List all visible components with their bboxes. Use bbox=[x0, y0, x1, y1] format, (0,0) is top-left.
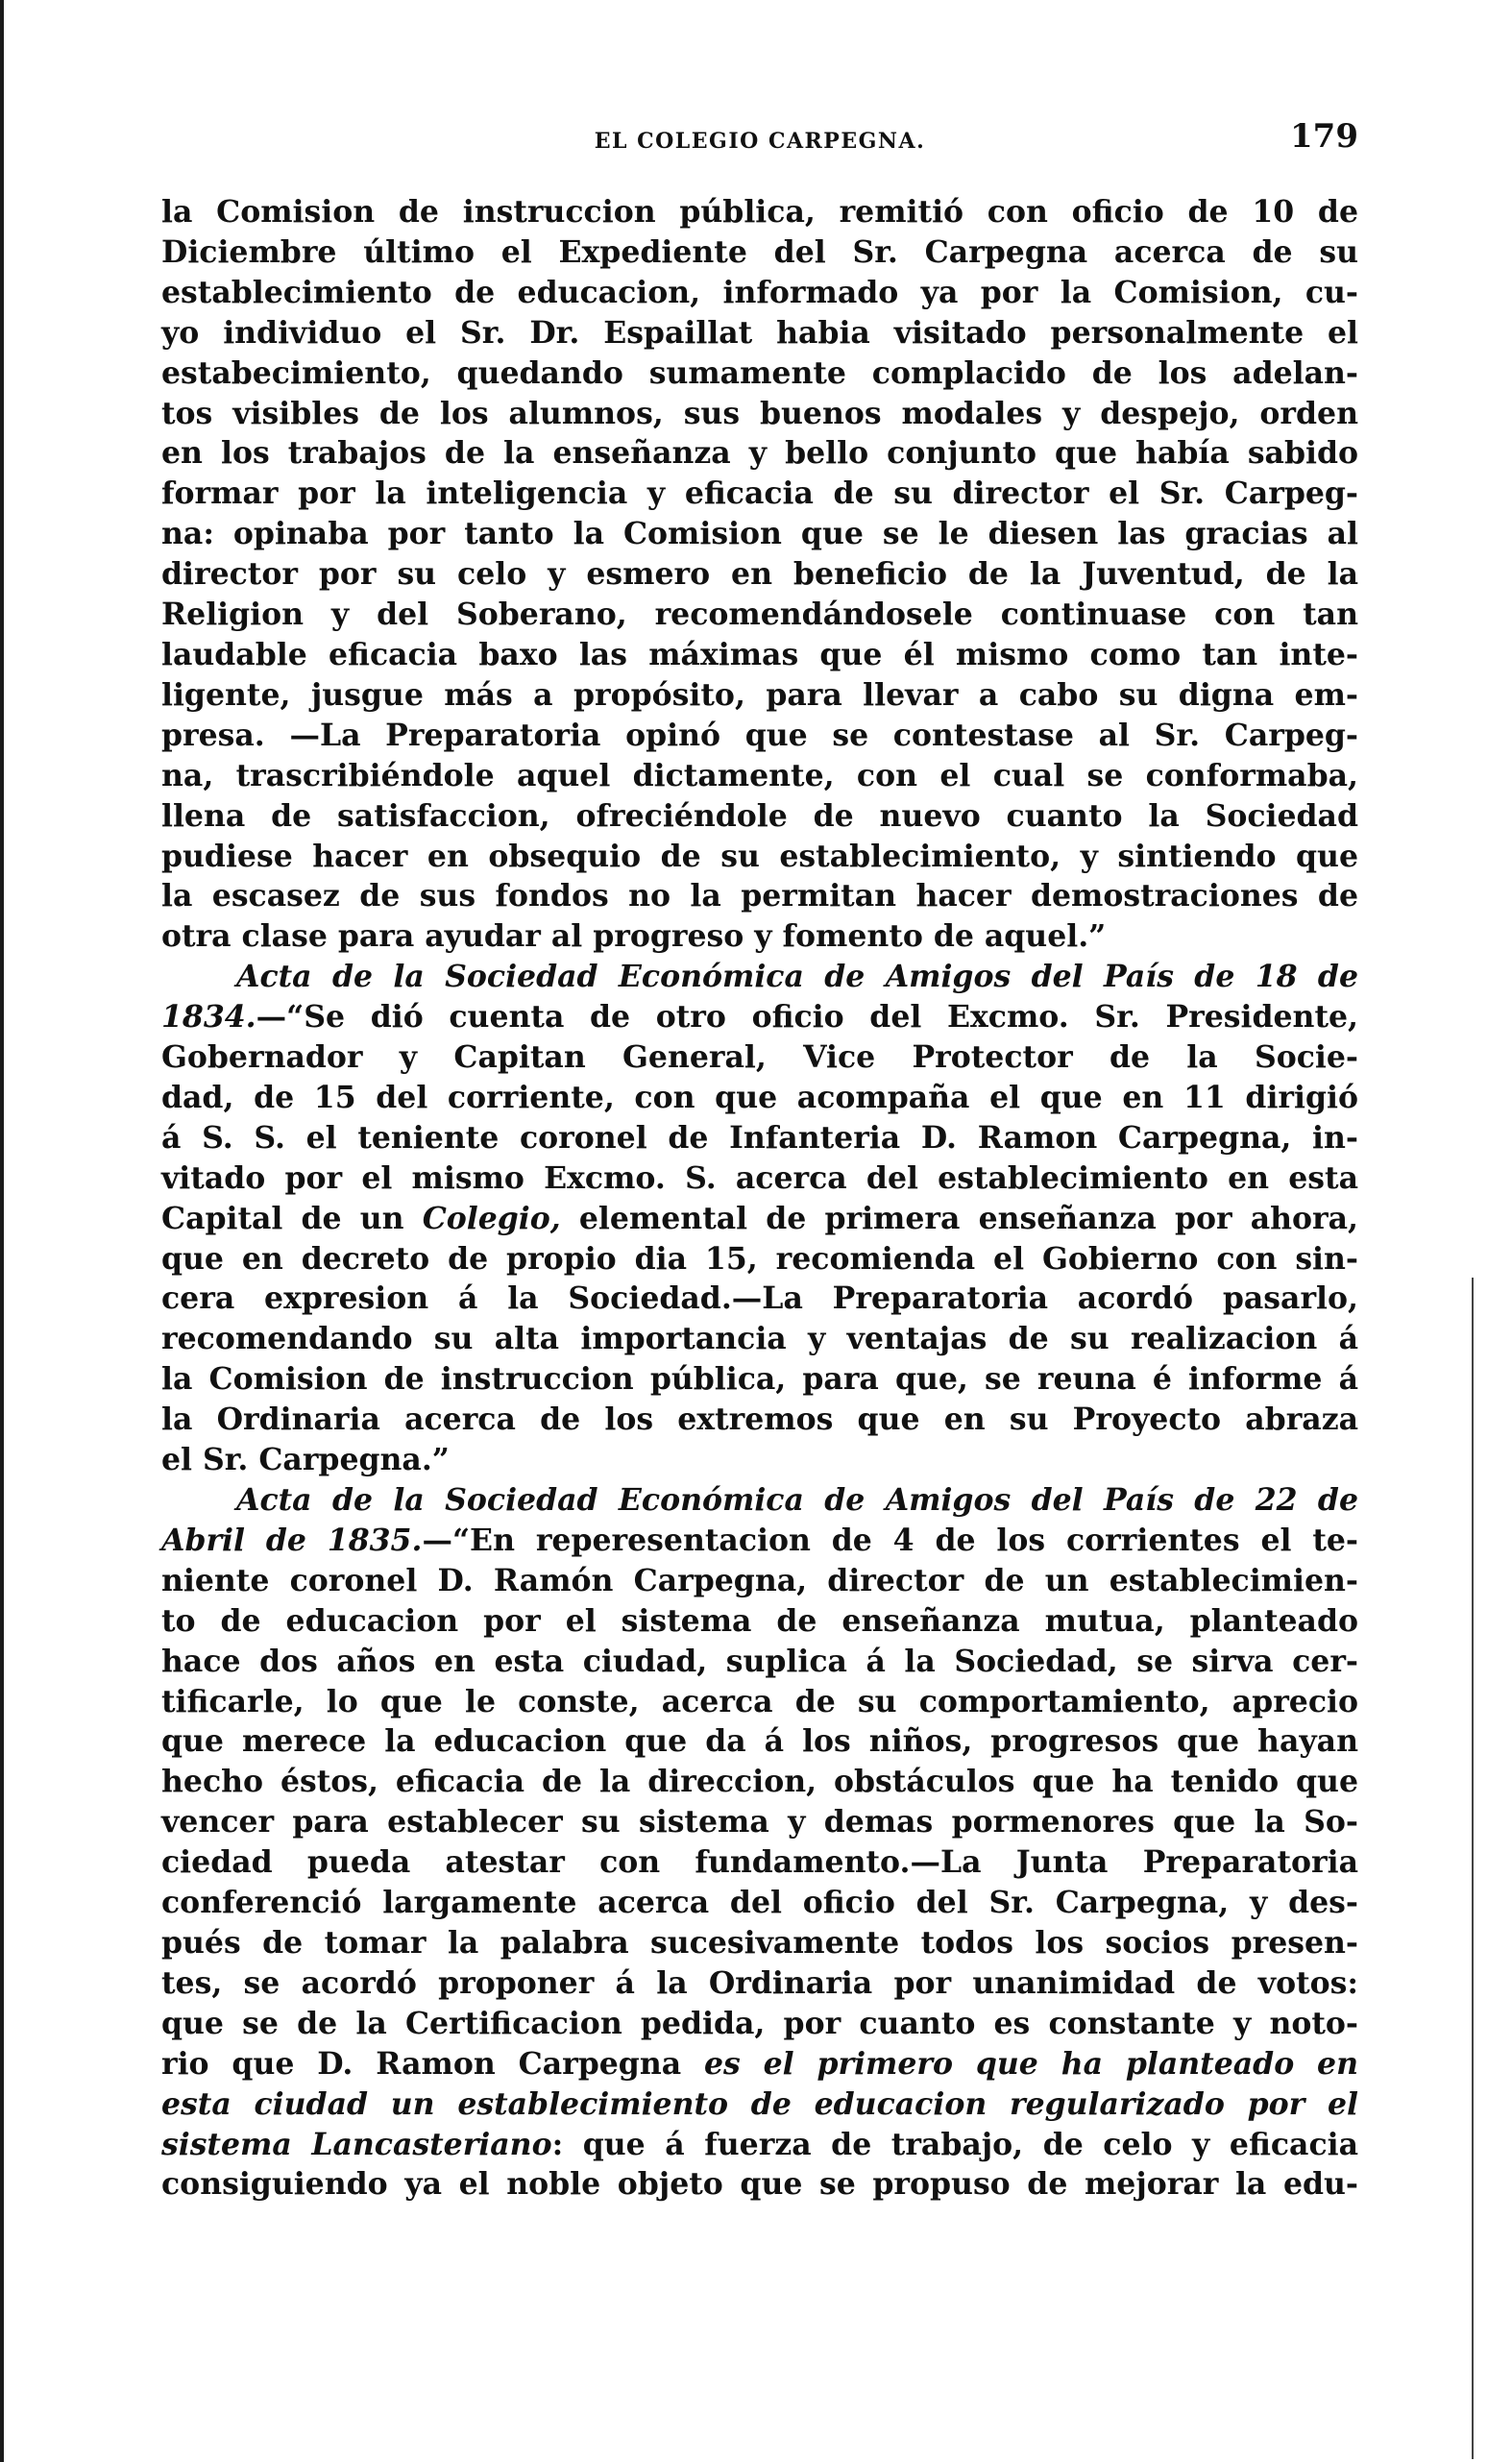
line-text: á S. S. el teniente coronel de Infanteria D. Ramon Carpegna, in- bbox=[161, 1119, 1358, 1156]
text-line bbox=[161, 1963, 1358, 2004]
line-text: na: opinaba por tanto la Comision que se le diesen las gracias al bbox=[161, 516, 1358, 552]
text-line bbox=[161, 2164, 1358, 2205]
text-line bbox=[161, 192, 1358, 232]
text-line bbox=[161, 394, 1358, 434]
text-line bbox=[161, 1319, 1358, 1359]
line-text: estabecimiento, quedando sumamente complacido de los adelan- bbox=[161, 354, 1358, 391]
line-text: elemental de primera enseñanza por ahora, bbox=[560, 1200, 1359, 1236]
line-text: —“Se dió cuenta de otro oficio del Excmo. Sr. Presidente, bbox=[256, 999, 1358, 1036]
line-text: director por su celo y esmero en beneficio de la Juventud, de la bbox=[161, 556, 1358, 593]
scan-left-edge bbox=[0, 0, 4, 2462]
line-text: que se de la Certificacion pedida, por cuanto es constante y noto- bbox=[161, 2005, 1358, 2041]
line-text: recomendando su alta importancia y ventajas de su realizacion á bbox=[161, 1321, 1358, 1357]
line-text: ligente, jusgue más a propósito, para llevar a cabo su digna em- bbox=[161, 676, 1358, 713]
text-line bbox=[161, 595, 1358, 635]
text-line bbox=[161, 1721, 1358, 1762]
line-text: la Comision de instruccion pública, para que, se reuna é informe á bbox=[161, 1361, 1358, 1398]
text-line bbox=[161, 1762, 1358, 1802]
text-line bbox=[161, 635, 1358, 675]
text-line bbox=[161, 273, 1358, 313]
text-line bbox=[161, 1078, 1358, 1118]
text-line bbox=[161, 2004, 1358, 2044]
text-line bbox=[161, 1802, 1358, 1842]
text-line bbox=[161, 675, 1358, 716]
text-line bbox=[161, 2084, 1358, 2125]
italic-text: 1834. bbox=[161, 999, 256, 1036]
text-line bbox=[161, 997, 1358, 1037]
text-line bbox=[161, 1199, 1358, 1239]
line-text: Capital de un bbox=[161, 1200, 423, 1236]
line-text: —“En reperesentacion de 4 de los corrientes el te- bbox=[422, 1522, 1358, 1558]
line-text: rio que D. Ramon Carpegna bbox=[161, 2045, 704, 2082]
text-line bbox=[161, 1239, 1358, 1280]
text-line bbox=[161, 1480, 1358, 1521]
text-line bbox=[161, 1359, 1358, 1400]
italic-text: Acta de la Sociedad Económica de Amigos del País de 22 de bbox=[236, 1482, 1358, 1518]
italic-text: esta ciudad un establecimiento de educacion regularizado por el bbox=[161, 2085, 1358, 2122]
line-text: dad, de 15 del corriente, con que acompaña el que en 11 dirigió bbox=[161, 1079, 1358, 1115]
italic-text: sistema Lancasteriano bbox=[161, 2126, 552, 2162]
text-line bbox=[161, 2044, 1358, 2084]
line-text: formar por la inteligencia y eficacia de su director el Sr. Carpeg- bbox=[161, 475, 1358, 512]
line-text: hace dos años en esta ciudad, suplica á la Sociedad, se sirva cer- bbox=[161, 1643, 1358, 1679]
line-text: : que á fuerza de trabajo, de celo y eficacia bbox=[551, 2126, 1358, 2162]
text-line bbox=[161, 433, 1358, 474]
line-text: Gobernador y Capitan General, Vice Protector de la Socie- bbox=[161, 1039, 1358, 1076]
line-text: que merece la educacion que da á los niños, progresos que hayan bbox=[161, 1723, 1358, 1760]
italic-text: es el primero que ha planteado en bbox=[703, 2045, 1358, 2082]
line-text: consiguiendo ya el noble objeto que se propuso de mejorar la edu- bbox=[161, 2166, 1358, 2203]
italic-text: Acta de la Sociedad Económica de Amigos del País de 18 de bbox=[236, 959, 1358, 995]
line-text: hecho éstos, eficacia de la direccion, obstáculos que ha tenido que bbox=[161, 1764, 1358, 1800]
text-line bbox=[161, 1118, 1358, 1158]
text-line bbox=[161, 1642, 1358, 1682]
line-text: tes, se acordó proponer á la Ordinaria por unanimidad de votos: bbox=[161, 1964, 1358, 2001]
text-line bbox=[161, 1842, 1358, 1883]
line-text: el Sr. Carpegna.” bbox=[161, 1442, 450, 1478]
text-line bbox=[161, 313, 1358, 353]
text-line bbox=[161, 957, 1358, 997]
line-text: niente coronel D. Ramón Carpegna, director de un establecimien- bbox=[161, 1562, 1358, 1598]
text-line bbox=[161, 1682, 1358, 1722]
running-head: EL COLEGIO CARPEGNA. bbox=[594, 129, 926, 154]
line-text: Diciembre último el Expediente del Sr. Carpegna acerca de su bbox=[161, 233, 1358, 270]
line-text: yo individuo el Sr. Dr. Espaillat habia visitado personalmente el bbox=[161, 314, 1358, 351]
page-number: 179 bbox=[1290, 117, 1358, 156]
text-line bbox=[161, 514, 1358, 554]
line-text: tificarle, lo que le conste, acerca de su comportamiento, aprecio bbox=[161, 1683, 1358, 1719]
text-line bbox=[161, 916, 1358, 957]
scan-right-mark bbox=[1472, 1278, 1474, 2459]
text-line bbox=[161, 876, 1358, 916]
italic-text: Abril de 1835. bbox=[161, 1522, 423, 1558]
line-text: presa. —La Preparatoria opinó que se contestase al Sr. Carpeg- bbox=[161, 717, 1358, 753]
line-text: la Ordinaria acerca de los extremos que en su Proyecto abraza bbox=[161, 1402, 1358, 1438]
text-line bbox=[161, 1279, 1358, 1319]
text-line bbox=[161, 1601, 1358, 1642]
text-line bbox=[161, 554, 1358, 595]
line-text: otra clase para ayudar al progreso y fomento de aquel.” bbox=[161, 918, 1107, 955]
line-text: conferenció largamente acerca del oficio del Sr. Carpegna, y des- bbox=[161, 1885, 1358, 1921]
line-text: cera expresion á la Sociedad.—La Preparatoria acordó pasarlo, bbox=[161, 1280, 1358, 1317]
italic-text: Colegio, bbox=[422, 1200, 561, 1236]
text-line bbox=[161, 1440, 1358, 1480]
text-line bbox=[161, 796, 1358, 837]
text-line bbox=[161, 474, 1358, 514]
text-line bbox=[161, 2125, 1358, 2165]
line-text: Religion y del Soberano, recomendándosele continuase con tan bbox=[161, 597, 1358, 633]
text-line bbox=[161, 1561, 1358, 1601]
line-text: en los trabajos de la enseñanza y bello conjunto que había sabido bbox=[161, 435, 1358, 472]
text-line bbox=[161, 1400, 1358, 1440]
text-line bbox=[161, 1037, 1358, 1078]
text-line bbox=[161, 1923, 1358, 1963]
body-text bbox=[161, 192, 1358, 2205]
line-text: la Comision de instruccion pública, remitió con oficio de 10 de bbox=[161, 194, 1358, 230]
line-text: vencer para establecer su sistema y demas pormenores que la So- bbox=[161, 1804, 1358, 1840]
page-header bbox=[161, 117, 1358, 171]
text-line bbox=[161, 756, 1358, 796]
text-line bbox=[161, 716, 1358, 756]
line-text: ciedad pueda atestar con fundamento.—La Junta Preparatoria bbox=[161, 1844, 1358, 1881]
line-text: vitado por el mismo Excmo. S. acerca del establecimiento en esta bbox=[161, 1159, 1358, 1196]
line-text: laudable eficacia baxo las máximas que él mismo como tan inte- bbox=[161, 636, 1358, 672]
text-line bbox=[161, 1521, 1358, 1561]
line-text: que en decreto de propio dia 15, recomienda el Gobierno con sin- bbox=[161, 1240, 1358, 1277]
line-text: pudiese hacer en obsequio de su establecimiento, y sintiendo que bbox=[161, 838, 1358, 874]
line-text: na, trascribiéndole aquel dictamente, con el cual se conformaba, bbox=[161, 757, 1358, 793]
line-text: llena de satisfaccion, ofreciéndole de nuevo cuanto la Sociedad bbox=[161, 797, 1358, 834]
text-line bbox=[161, 837, 1358, 877]
line-text: pués de tomar la palabra sucesivamente todos los socios presen- bbox=[161, 1924, 1358, 1961]
text-line bbox=[161, 1158, 1358, 1199]
line-text: tos visibles de los alumnos, sus buenos modales y despejo, orden bbox=[161, 395, 1358, 431]
line-text: establecimiento de educacion, informado ya por la Comision, cu- bbox=[161, 274, 1358, 310]
line-text: la escasez de sus fondos no la permitan hacer demostraciones de bbox=[161, 878, 1358, 914]
text-line bbox=[161, 353, 1358, 394]
line-text: to de educacion por el sistema de enseñanza mutua, planteado bbox=[161, 1602, 1358, 1639]
text-line bbox=[161, 232, 1358, 273]
text-line bbox=[161, 1883, 1358, 1923]
